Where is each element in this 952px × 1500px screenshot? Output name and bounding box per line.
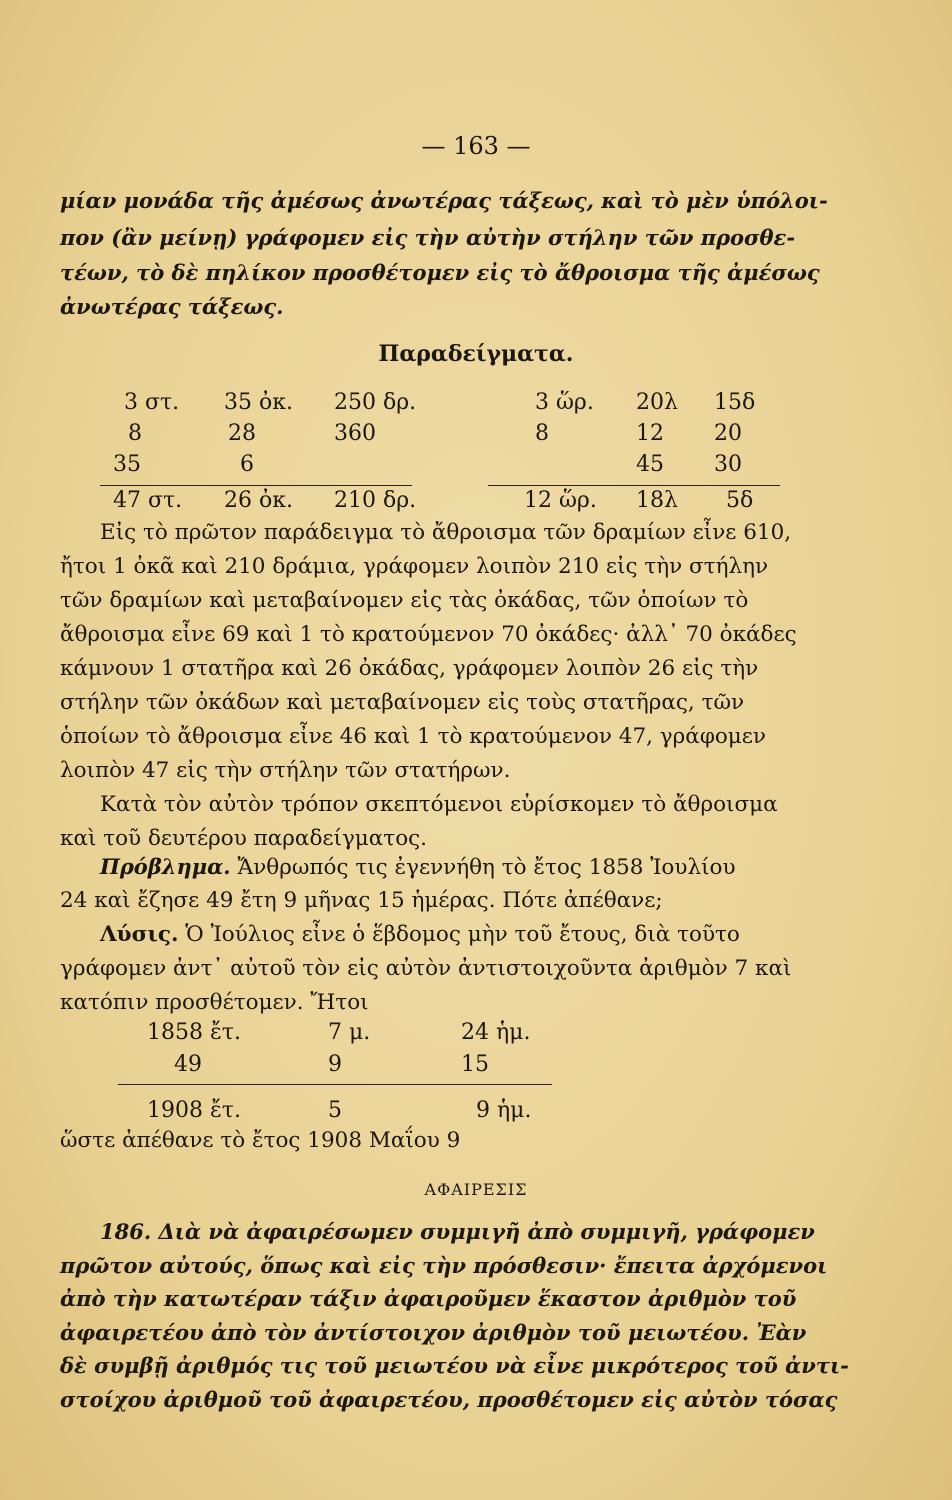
section-title: ΑΦΑΙΡΕΣΙΣ <box>424 1180 528 1199</box>
ex2-cell: 15δ <box>714 390 756 415</box>
date-cell: 1858 ἔτ. <box>147 1020 241 1045</box>
date-sum-rule <box>118 1084 552 1085</box>
ex1-cell: 6 <box>240 452 254 477</box>
ex1-cell: 8 <box>128 421 142 446</box>
intro-line: πον (ἂν μείνῃ) γράφομεν εἰς τὴν αὐτὴν στήλην τῶν προσθε- <box>60 225 796 250</box>
ex1-cell: 3 στ. <box>124 390 180 415</box>
date-cell: 24 ἡμ. <box>461 1020 531 1045</box>
ex1-total: 26 ὀκ. <box>224 488 293 513</box>
ex1-cell: 28 <box>228 421 256 446</box>
solution-text-3: κατόπιν προσθέτομεν. Ἤτοι <box>60 990 369 1015</box>
section-line: στοίχου ἀριθμοῦ τοῦ ἀφαιρετέου, προσθέτομεν εἰς αὐτὸν τόσας <box>60 1387 838 1412</box>
ex1-cell: 360 <box>334 421 376 446</box>
ex2-sum-rule <box>488 485 780 486</box>
ex2-total: 18λ <box>636 488 678 513</box>
ex1-cell: 250 δρ. <box>334 390 417 415</box>
solution-line-1 <box>100 922 830 947</box>
explanation-line: κάμνουν 1 στατῆρα καὶ 26 ὀκάδας, γράφομεν λοιπὸν 26 εἰς τὴν <box>60 656 759 681</box>
ex1-cell: 35 <box>113 452 141 477</box>
intro-line: ἀνωτέρας τάξεως. <box>60 294 284 319</box>
section-line: ἀφαιρετέου ἀπὸ τὸν ἀντίστοιχον ἀριθμὸν τοῦ μειωτέου. Ἐὰν <box>60 1320 807 1345</box>
ex2-cell: 30 <box>714 452 742 477</box>
explanation-line: ὁποίων τὸ ἄθροισμα εἶνε 46 καὶ 1 τὸ κρατούμενον 47, γράφομεν <box>60 724 766 749</box>
intro-line: τέων, τὸ δὲ πηλίκον προσθέτομεν εἰς τὸ ἄθροισμα τῆς ἀμέσως <box>60 260 820 285</box>
intro-line: μίαν μονάδα τῆς ἀμέσως ἀνωτέρας τάξεως, καὶ τὸ μὲν ὑπόλοι- <box>60 188 828 213</box>
explanation-line: ἄθροισμα εἶνε 69 καὶ 1 τὸ κρατούμενον 70 ὀκάδες· ἀλλ᾽ 70 ὀκάδες <box>60 622 797 647</box>
problem-text-1: Ἄνθρωπός τις ἐγεννήθη τὸ ἔτος 1858 Ἰουλίου <box>237 855 736 880</box>
solution-label: Λύσις. <box>100 922 179 947</box>
problem-line-1 <box>100 854 830 880</box>
ex2-cell: 8 <box>535 421 549 446</box>
explanation-line: Κατὰ τὸν αὐτὸν τρόπον σκεπτόμενοι εὑρίσκομεν τὸ ἄθροισμα <box>100 792 778 817</box>
problem-text-2: 24 καὶ ἔζησε 49 ἔτη 9 μῆνας 15 ἡμέρας. Πότε ἀπέθανε; <box>60 888 663 913</box>
explanation-line: στήλην τῶν ὀκάδων καὶ μεταβαίνομεν εἰς τοὺς στατῆρας, τῶν <box>60 690 745 715</box>
ex2-cell: 12 <box>636 421 664 446</box>
date-total: 5 <box>328 1098 342 1123</box>
date-cell: 7 μ. <box>328 1020 371 1045</box>
date-cell: 15 <box>461 1052 489 1077</box>
section-line: πρῶτον αὐτούς, ὅπως καὶ εἰς τὴν πρόσθεσιν· ἔπειτα ἀρχόμενοι <box>60 1253 828 1278</box>
date-conclusion: ὥστε ἀπέθανε τὸ ἔτος 1908 Μαΐου 9 <box>60 1128 461 1153</box>
section-line: 186. Διὰ νὰ ἀφαιρέσωμεν συμμιγῆ ἀπὸ συμμιγῆ, γράφομεν <box>100 1219 815 1244</box>
page-number: — 163 — <box>421 132 531 160</box>
examples-heading: Παραδείγματα. <box>378 341 574 367</box>
date-total: 1908 ἔτ. <box>147 1098 241 1123</box>
ex2-cell: 20 <box>714 421 742 446</box>
date-total: 9 ἡμ. <box>476 1098 532 1123</box>
section-line: ἀπὸ τὴν κατωτέραν τάξιν ἀφαιροῦμεν ἕκαστον ἀριθμὸν τοῦ <box>60 1286 797 1311</box>
ex2-cell: 45 <box>636 452 664 477</box>
ex2-cell: 3 ὥρ. <box>535 390 594 415</box>
ex1-total: 210 δρ. <box>334 488 417 513</box>
ex1-sum-rule <box>100 485 412 486</box>
ex1-cell: 35 ὀκ. <box>224 390 293 415</box>
ex1-total: 47 στ. <box>113 488 183 513</box>
explanation-line: Εἰς τὸ πρῶτον παράδειγμα τὸ ἄθροισμα τῶν δραμίων εἶνε 610, <box>100 520 792 545</box>
explanation-line: ἤτοι 1 ὀκᾶ καὶ 210 δράμια, γράφομεν λοιπὸν 210 εἰς τὴν στήλην <box>60 554 769 579</box>
ex2-total: 5δ <box>726 488 754 513</box>
explanation-line: τῶν δραμίων καὶ μεταβαίνομεν εἰς τὰς ὀκάδας, τῶν ὁποίων τὸ <box>60 588 749 613</box>
solution-text-1: Ὁ Ἰούλιος εἶνε ὁ ἕβδομος μὴν τοῦ ἔτους, διὰ τοῦτο <box>185 922 740 947</box>
date-cell: 49 <box>174 1052 202 1077</box>
section-line: δὲ συμβῇ ἀριθμός τις τοῦ μειωτέου νὰ εἶνε μικρότερος τοῦ ἀντι- <box>60 1353 849 1378</box>
problem-label: Πρόβλημα. <box>100 854 231 879</box>
explanation-line: καὶ τοῦ δευτέρου παραδείγματος. <box>60 826 428 851</box>
explanation-line: λοιπὸν 47 εἰς τὴν στήλην τῶν στατήρων. <box>60 758 511 783</box>
solution-text-2: γράφομεν ἀντ᾽ αὐτοῦ τὸν εἰς αὐτὸν ἀντιστοιχοῦντα ἀριθμὸν 7 καὶ <box>60 956 792 981</box>
date-cell: 9 <box>328 1052 342 1077</box>
ex2-total: 12 ὥρ. <box>524 488 597 513</box>
ex2-cell: 20λ <box>636 390 678 415</box>
